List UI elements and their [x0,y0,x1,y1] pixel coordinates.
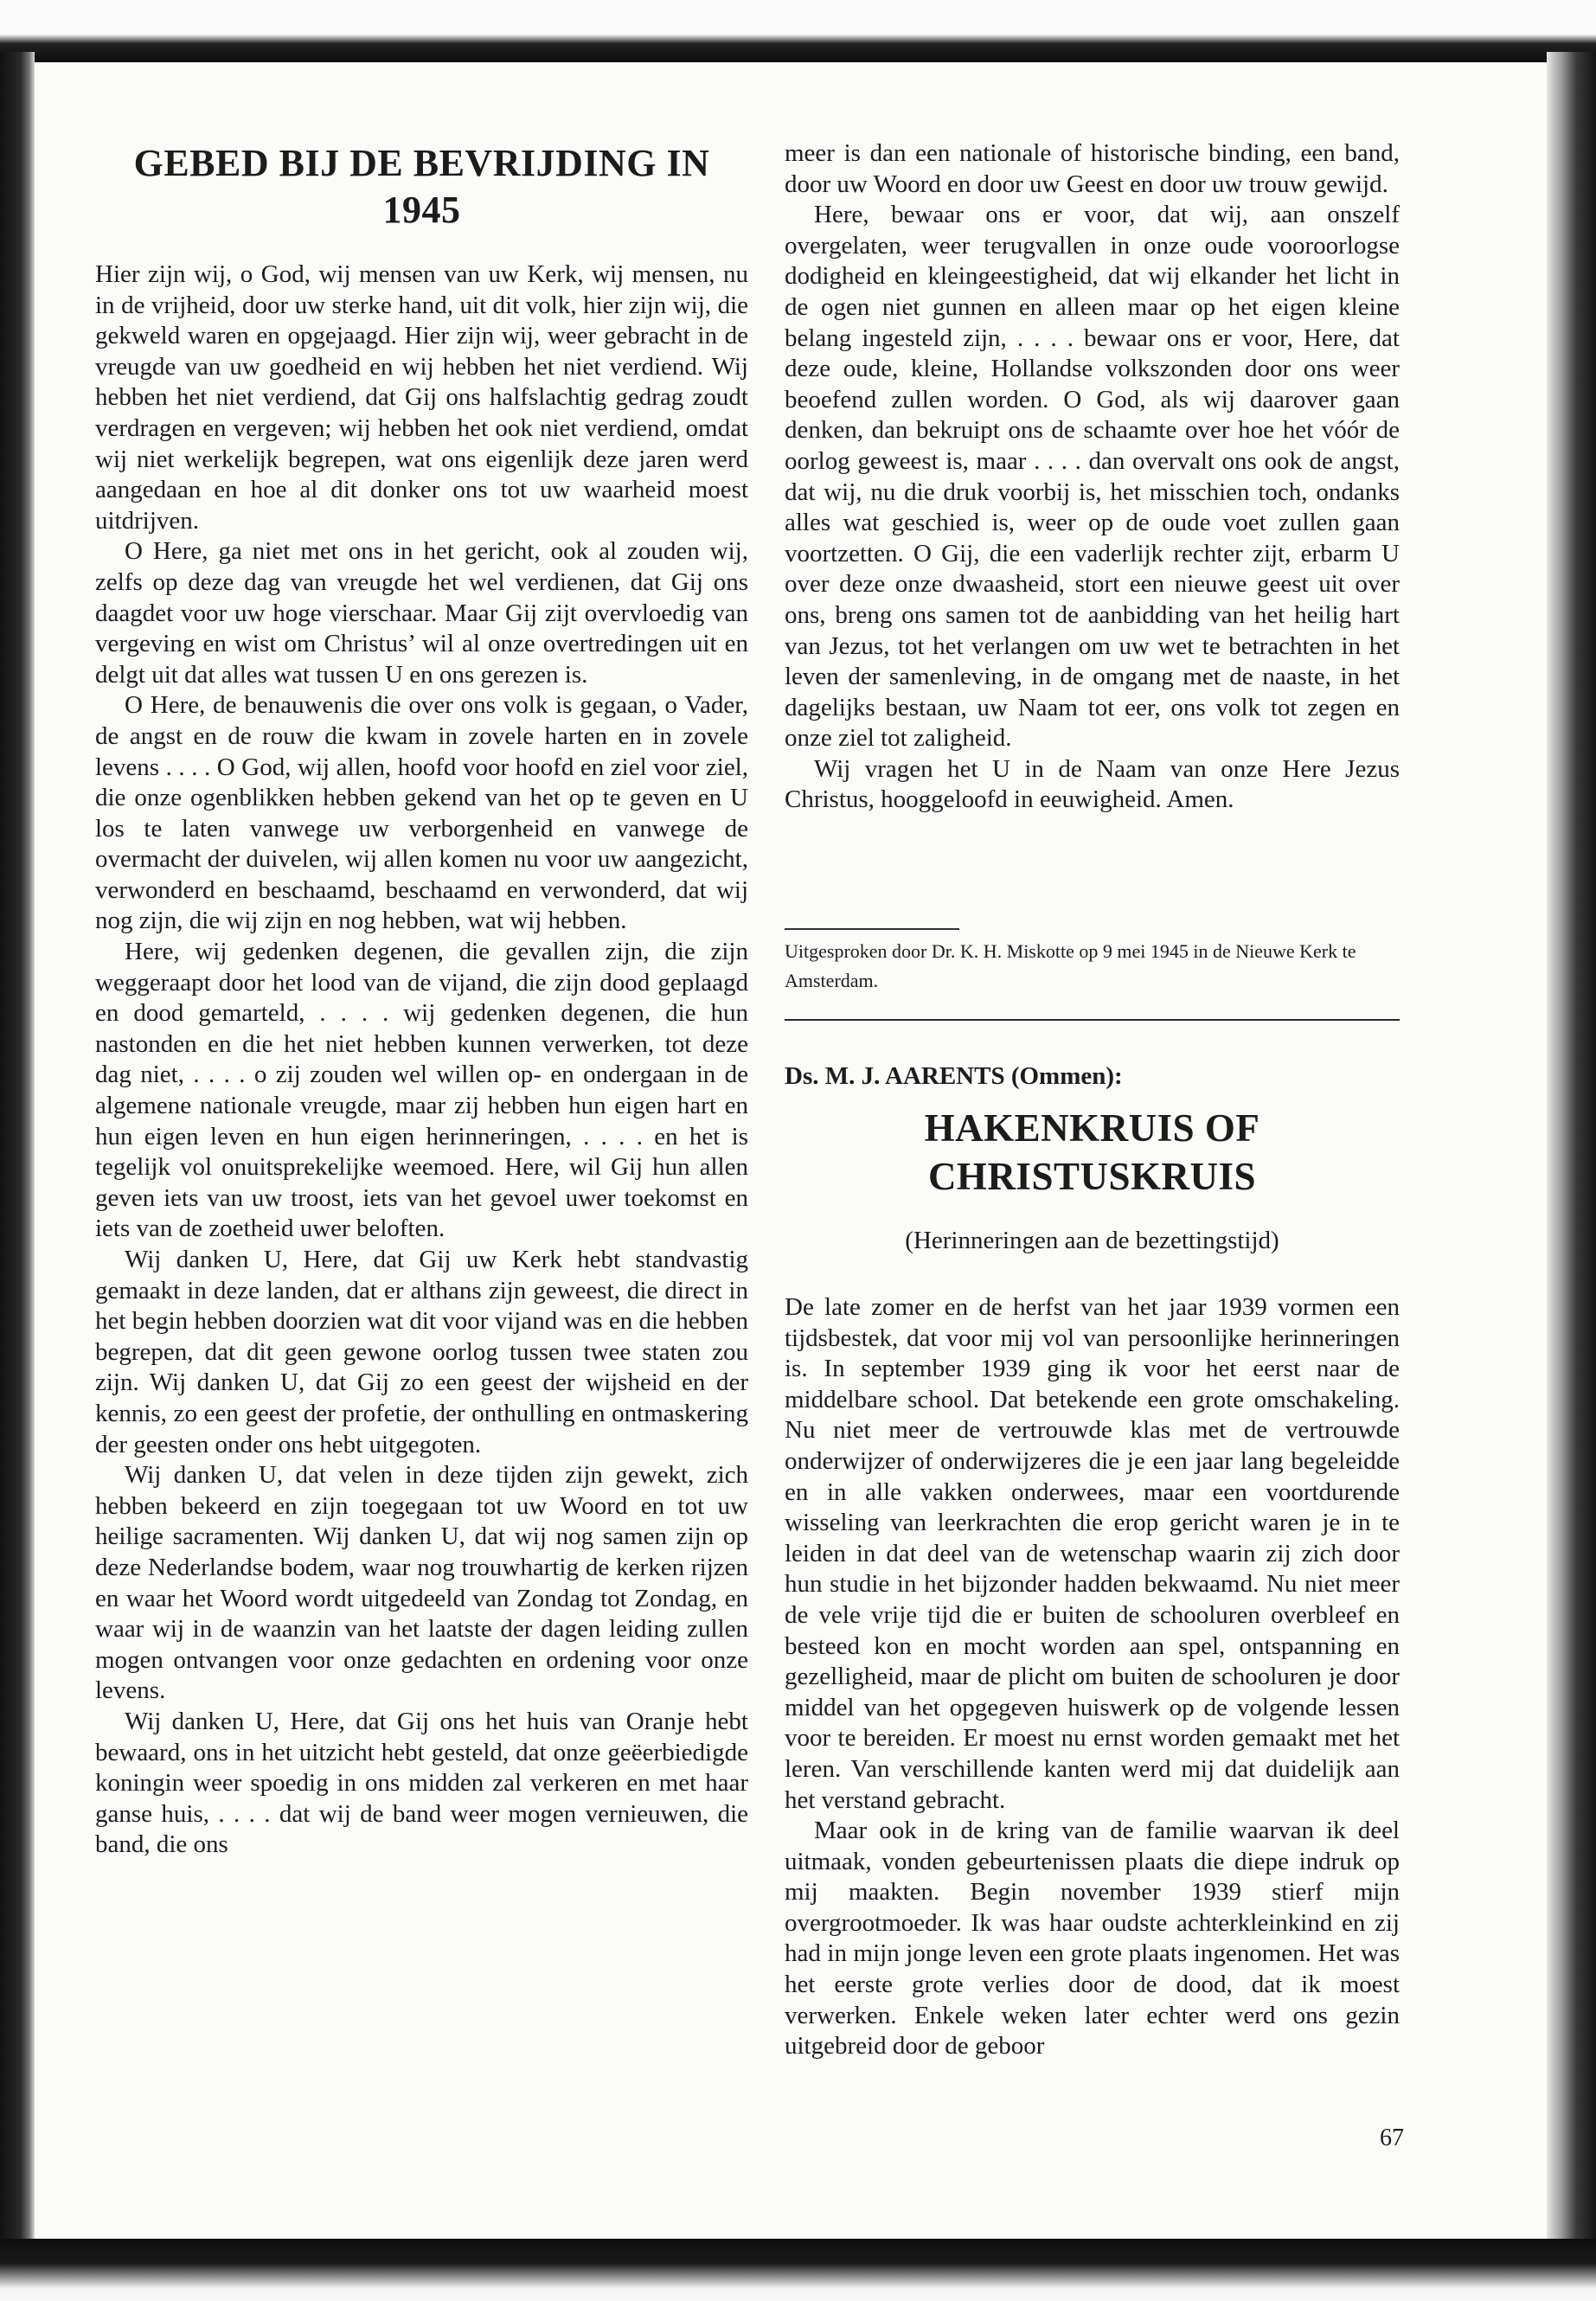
footnote-rule [785,928,959,930]
paragraph: Wij danken U, Here, dat Gij uw Kerk hebt standvastig gemaakt in deze landen, dat er althans zijn geweest, die direct in het begin hebben doorzien wat dit voor vijand was en die hebben begrepen, dat dit geen gewone oorlog tussen twee staten zou zijn. Wij danken U, dat Gij zo een geest der wijsheid en der kennis, zo een geest der profetie, der onthulling en ontmaskering der geesten onder ons hebt uitgegoten. [95,1246,748,1458]
footnote: Uitgesproken door Dr. K. H. Miskotte op 9 mei 1945 in de Nieuwe Kerk te Amsterdam. [785,940,1356,991]
article-body [785,1292,1400,2062]
paragraph: Hier zijn wij, o God, wij mensen van uw Kerk, wij mensen, nu in de vrijheid, door uw sterke hand, uit dit volk, hier zijn wij, die gekweld waren en opgejaagd. Hier zijn wij, weer gebracht in de vreugde van uw goedheid en wij hebben het niet verdiend. Wij hebben het niet verdiend, dat Gij ons halfslachtig gedrag zoudt verdragen en vergeven; wij hebben het ook niet verdiend, omdat wij niet werkelijk begrepen, wat ons eigenlijk deze jaren werd aangedaan en hoe al dit donker ons tot uw waarheid moest uitdrijven. [95,260,748,535]
paragraph: Wij danken U, dat velen in deze tijden zijn gewekt, zich hebben bekeerd en zijn toegegaan tot uw Woord en tot uw heilige sacramenten. Wij danken U, dat wij nog samen zijn op deze Nederlandse bodem, waar nog trouwhartig de kerken rijzen en waar het Woord wordt uitgedeeld van Zondag tot Zondag, en waar wij in de waanzin van het laatste der dagen leiding zullen mogen ontvangen voor onze gedachten en ordening voor onze levens. [95,1461,748,1705]
paragraph: meer is dan een nationale of historische binding, een band, door uw Woord en door uw Geest en door uw trouw gewijd. [785,139,1400,198]
paragraph: Wij vragen het U in de Naam van onze Here Jezus Christus, hooggeloofd in eeuwigheid. Amen. [785,754,1400,814]
paragraph: O Here, de benauwenis die over ons volk is gegaan, o Vader, de angst en de rouw die kwam in zovele harten en in zovele levens . . . . O God, wij allen, hoofd voor hoofd en ziel voor ziel, die onze ogenblikken hebben gekend van het op te geven en U los te laten vanwege uw verborgenheid en vanwege de overmacht der duivelen, wij allen komen nu voor uw aangezicht, verwonderd en beschaamd, beschaamd en verwonderd, dat wij nog zijn, die wij zijn en nog hebben, wat wij hebben. [95,691,748,935]
left-column [95,260,748,1861]
scan-edge-right [1547,52,1596,2249]
paragraph: De late zomer en de herfst van het jaar 1939 vormen een tijdsbestek, dat voor mij vol van persoonlijke herinneringen is. In september 1939 ging ik voor het eerst naar de middelbare school. Dat betekende een grote omschakeling. Nu niet meer de vertrouwde klas met de vertrouwde onderwijzer of onderwijzeres die je een jaar lang begeleidde en in alle vakken onderwees, maar een voortdurende wisseling van leerkrachten die erop gericht waren je in te leiden in dat deel van de wetenschap waarin zij zich door hun studie in het bijzonder hadden bekwaamd. Nu niet meer de vele vrije tijd die er buiten de schooluren overbleef en besteed kon en mocht worden aan spel, ontspanning en gezelligheid, maar de plicht om buiten de schooluren je door middel van het opgegeven huiswerk op de volgende lessen voor te bereiden. Er moest nu ernst worden gemaakt met het leren. Van verschillende kanten werd mij dat duidelijk aan het verstand gebracht. [785,1293,1400,1814]
page-number: 67 [1380,2125,1404,2151]
article-author: Ds. M. J. AARENTS (Ommen): [785,1062,1123,1090]
paragraph: O Here, ga niet met ons in het gericht, ook al zouden wij, zelfs op deze dag van vreugde het wel verdienen, dat Gij ons daagdet voor uw hoge vierschaar. Maar Gij zijt overvloedig van vergeving en wist om Christus’ wil al onze overtredingen uit en delgt uit dat alles wat tussen U en ons gerezen is. [95,537,748,689]
section-divider [785,1019,1400,1021]
article-title: HAKENKRUIS OF CHRISTUSKRUIS [924,1106,1260,1198]
right-column [785,138,1400,816]
scan-edge-left [0,52,35,2249]
scan-edge-top [0,0,1596,62]
prayer-title: GEBED BIJ DE BEVRIJDING IN 1945 [133,142,710,231]
paragraph: Here, wij gedenken degenen, die gevallen zijn, die zijn weggeraapt door het lood van de vijand, die zijn dood geplaagd en dood gemarteld, . . . . wij gedenken degenen, die hun nastonden en die het niet hebben kunnen verwerken, tot deze dag niet, . . . . o zij zouden wel willen op- en ondergaan in de algemene nationale vreugde, maar zij hebben hun eigen hart en hun eigen leven en hun eigen herinneringen, . . . . en het is tegelijk vol onuitsprekelijke weemoed. Here, wil Gij hun allen geven iets van uw troost, iets van het gevoel uwer toekomst en iets van de zoetheid uwer beloften. [95,938,748,1243]
paragraph: Wij danken U, Here, dat Gij ons het huis van Oranje hebt bewaard, ons in het uitzicht hebt gesteld, dat onze geëerbiedigde koningin weer spoedig in ons midden zal verkeren en met haar ganse huis, . . . . dat wij de band weer mogen vernieuwen, die band, die ons [95,1707,748,1859]
paragraph: Here, bewaar ons er voor, dat wij, aan onszelf overgelaten, weer terugvallen in onze oude vooroorlogse dodigheid en kleingeestigheid, dat wij elkander het licht in de ogen niet gunnen en alleen maar op het eigen kleine belang ingesteld zijn, . . . . bewaar ons er voor, Here, dat deze oude, kleine, Hollandse volkszonden door ons weer beoefend zullen worden. O God, als wij daarover gaan denken, dan bekruipt ons de schaamte over hoe het vóór de oorlog geweest is, maar . . . . dan overvalt ons ook de angst, dat wij, nu die druk voorbij is, het misschien toch, ondanks alles wat geschied is, weer op de oude voet zullen gaan voortzetten. O Gij, die een vaderlijk rechter zijt, erbarm U over deze onze dwaasheid, stort een nieuwe geest uit over ons, breng ons samen tot de aanbidding van het heilig hart van Jezus, tot het verlangen om uw wet te betrachten in het leven der samenleving, in de omgang met de naaste, in het dagelijks bestaan, uw Naam tot eer, ons volk tot zegen en onze ziel tot zaligheid. [785,201,1400,753]
scan-edge-bottom [0,2239,1596,2301]
paragraph: Maar ook in de kring van de familie waarvan ik deel uitmaak, vonden gebeurtenissen plaats die diepe indruk op mij maakten. Begin november 1939 stierf mijn overgrootmoeder. Ik was haar oudste achterkleinkind en zij had in mijn jonge leven een grote plaats ingenomen. Het was het eerste grote verlies door de dood, dat ik moest verwerken. Enkele weken later echter werd ons gezin uitgebreid door de geboor [785,1817,1400,2061]
article-subtitle: (Herinneringen aan de bezettingstijd) [905,1227,1279,1254]
